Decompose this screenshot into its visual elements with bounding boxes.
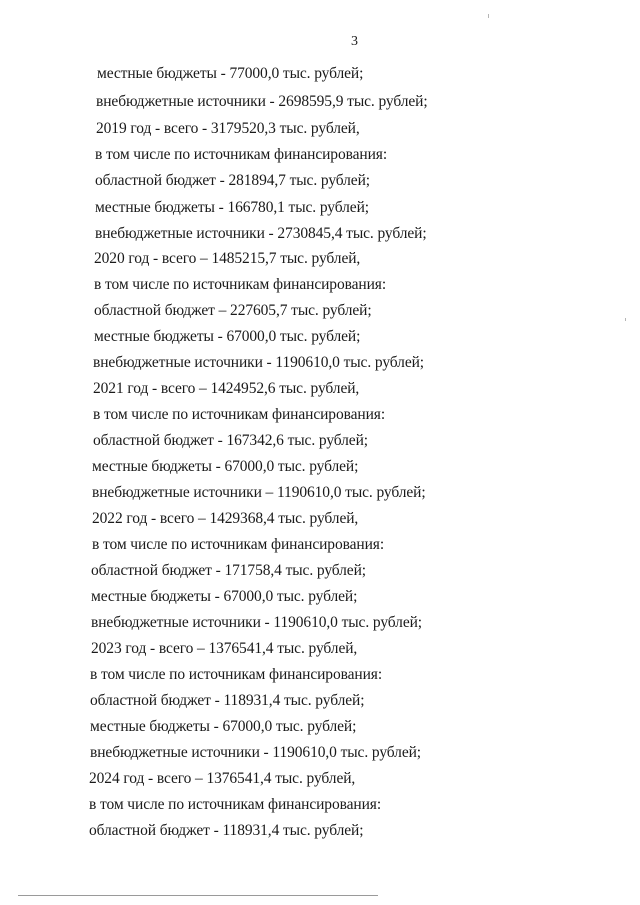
text-line: местные бюджеты - 77000,0 тыс. рублей;	[97, 65, 364, 82]
text-line: внебюджетные источники - 1190610,0 тыс. рублей;	[93, 354, 424, 371]
text-line: местные бюджеты - 67000,0 тыс. рублей;	[92, 458, 359, 475]
scan-edge-line	[18, 895, 378, 896]
text-line: 2021 год - всего – 1424952,6 тыс. рублей,	[93, 380, 360, 397]
text-line: областной бюджет - 118931,4 тыс. рублей;	[89, 822, 364, 839]
text-line: 2023 год - всего – 1376541,4 тыс. рублей,	[91, 640, 358, 657]
text-line: в том числе по источникам финансирования:	[94, 276, 387, 293]
scan-speck	[488, 14, 489, 18]
text-line: внебюджетные источники – 1190610,0 тыс. рублей;	[92, 484, 426, 501]
text-line: областной бюджет - 118931,4 тыс. рублей;	[90, 692, 365, 709]
text-line: внебюджетные источники - 2698595,9 тыс. рублей;	[96, 93, 428, 110]
text-line: областной бюджет - 167342,6 тыс. рублей;	[93, 432, 368, 449]
text-line: в том числе по источникам финансирования:	[89, 796, 382, 813]
text-line: внебюджетные источники - 2730845,4 тыс. рублей;	[95, 225, 427, 242]
text-line: областной бюджет – 227605,7 тыс. рублей;	[94, 302, 372, 319]
text-line: областной бюджет - 171758,4 тыс. рублей;	[91, 562, 366, 579]
text-line: 2024 год - всего – 1376541,4 тыс. рублей,	[89, 770, 356, 787]
text-line: в том числе по источникам финансирования:	[95, 146, 388, 163]
page-number: 3	[351, 34, 358, 49]
text-line: 2019 год - всего - 3179520,3 тыс. рублей,	[96, 120, 360, 137]
text-line: местные бюджеты - 67000,0 тыс. рублей;	[94, 328, 361, 345]
scan-speck	[625, 318, 626, 321]
text-line: внебюджетные источники - 1190610,0 тыс. рублей;	[91, 614, 422, 631]
text-line: местные бюджеты - 67000,0 тыс. рублей;	[91, 588, 358, 605]
text-line: 2022 год - всего – 1429368,4 тыс. рублей,	[92, 510, 359, 527]
text-line: 2020 год - всего – 1485215,7 тыс. рублей,	[94, 250, 361, 267]
text-line: в том числе по источникам финансирования:	[92, 536, 385, 553]
text-line: в том числе по источникам финансирования:	[90, 666, 383, 683]
text-line: областной бюджет - 281894,7 тыс. рублей;	[95, 172, 370, 189]
text-line: местные бюджеты - 166780,1 тыс. рублей;	[95, 199, 369, 216]
text-line: в том числе по источникам финансирования:	[93, 406, 386, 423]
text-line: местные бюджеты - 67000,0 тыс. рублей;	[90, 718, 357, 735]
text-line: внебюджетные источники - 1190610,0 тыс. рублей;	[90, 744, 421, 761]
